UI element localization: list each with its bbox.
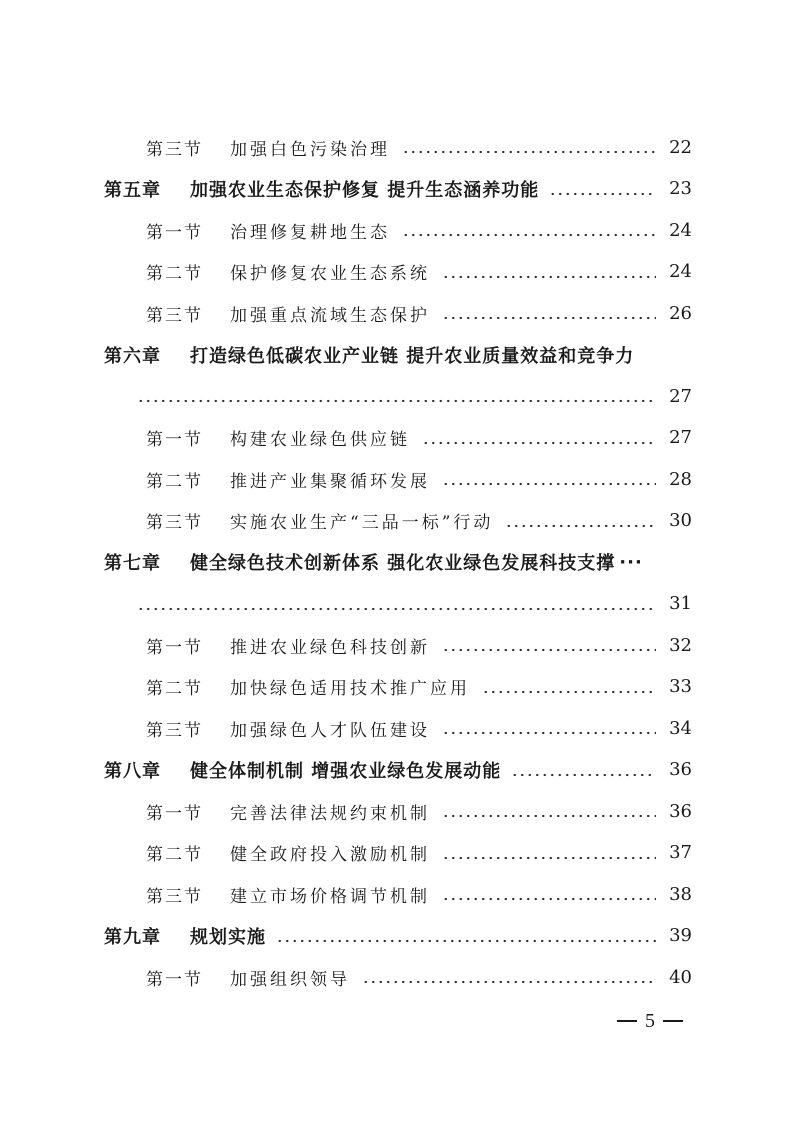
toc-chapter-number: 第九章 [104,926,161,948]
toc-dot-leader [511,773,656,777]
toc-page-number: 31 [669,593,692,614]
toc-section-number: 第二节 [146,264,203,284]
toc-section-title: 保护修复农业生态系统 [230,264,430,284]
footer-dash-left [617,1020,637,1022]
toc-section-title: 加强白色污染治理 [230,139,390,160]
toc-chapter-row [0,542,796,582]
toc-section-row [0,210,796,250]
toc-dot-leader [442,275,656,279]
toc-chapter-title: 规划实施 [190,926,266,948]
toc-page-number: 32 [669,634,692,656]
toc-section-title: 推进产业集聚循环发展 [230,471,430,492]
toc-section-number: 第三节 [146,139,203,160]
toc-page-number: 34 [669,717,692,739]
toc-section-title: 治理修复耕地生态 [230,222,390,243]
toc-page-number: 38 [669,883,692,905]
toc-section-number: 第二节 [146,471,203,492]
page-footer [590,1006,710,1036]
toc-section-number: 第一节 [146,222,203,243]
toc-section-title: 加强绿色人才队伍建设 [230,720,430,741]
toc-chapter-row [0,169,796,209]
toc-dot-leader [482,690,656,694]
toc-section-number: 第三节 [146,886,203,907]
toc-section-title: 加强重点流域生态保护 [230,305,430,326]
toc-trailing-leader: ··· [619,551,643,573]
toc-section-title: 加快绿色适用技术推广应用 [230,679,470,699]
toc-page-number: 40 [669,966,692,988]
toc-section-row [0,459,796,499]
toc-page-number: 36 [669,759,692,780]
toc-section-title: 实施农业生产“三品一标”行动 [230,513,494,533]
toc-section-row [0,418,796,458]
toc-section-row [0,708,796,748]
toc-chapter-title: 加强农业生态保护修复 提升生态涵养功能 [190,179,540,201]
toc-chapter-row [0,916,796,956]
toc-dot-leader [137,399,656,403]
toc-page-number: 24 [669,261,692,282]
toc-page-number: 39 [669,925,692,946]
toc-section-number: 第三节 [146,305,203,326]
toc-chapter-number: 第五章 [104,179,161,201]
toc-section-row [0,293,796,333]
toc-section-row [0,625,796,665]
toc-section-row [0,833,796,873]
toc-page-number: 36 [669,800,692,822]
toc-dot-leader [505,524,656,528]
toc-page-number: 33 [669,676,692,697]
toc-section-number: 第三节 [146,513,203,533]
toc-dot-leader [362,980,656,984]
toc-page-number: 28 [669,468,692,490]
toc-section-title: 建立市场价格调节机制 [230,886,430,907]
toc-section-title: 健全政府投入激励机制 [230,845,430,865]
toc-page-number: 37 [669,842,692,863]
toc-page-number: 26 [669,302,692,324]
toc-page-number: 30 [669,510,692,531]
toc-section-number: 第一节 [146,430,203,450]
toc-page-number: 22 [669,136,692,158]
toc-section-row [0,667,796,707]
toc-section-number: 第一节 [146,637,203,658]
toc-chapter-title: 健全体制机制 增强农业绿色发展动能 [190,760,502,782]
toc-page-number: 24 [669,219,692,241]
toc-chapter-number: 第六章 [104,345,161,367]
footer-dash-right [663,1020,683,1022]
toc-section-row [0,791,796,831]
toc-chapter-row [0,750,796,790]
toc-dot-leader [402,233,656,237]
toc-section-title: 加强组织领导 [230,969,350,990]
toc-continuation-row [0,376,796,416]
toc-page-number: 27 [669,385,692,407]
toc-page-number: 27 [669,427,692,448]
toc-chapter-number: 第八章 [104,760,161,782]
toc-dot-leader [137,607,656,611]
toc-chapter-title: 健全绿色技术创新体系 强化农业绿色发展科技支撑 [190,553,616,574]
toc-section-row [0,127,796,167]
toc-chapter-title: 打造绿色低碳农业产业链 提升农业质量效益和竞争力 [190,345,635,367]
toc-section-number: 第二节 [146,679,203,699]
toc-dot-leader [442,856,656,860]
toc-dot-leader [402,150,656,154]
toc-dot-leader [442,814,656,818]
toc-chapter-row [0,335,796,375]
toc-section-number: 第一节 [146,803,203,824]
toc-dot-leader [442,648,656,652]
toc-dot-leader [549,192,656,196]
toc-section-title: 完善法律法规约束机制 [230,803,430,824]
toc-dot-leader [442,897,656,901]
toc-dot-leader [442,316,656,320]
toc-section-row [0,501,796,541]
toc-section-title: 推进农业绿色科技创新 [230,637,430,658]
toc-page-number: 23 [669,178,692,199]
toc-dot-leader [442,482,656,486]
toc-section-number: 第一节 [146,969,203,990]
toc-section-title: 构建农业绿色供应链 [230,430,410,450]
page-number: 5 [645,1009,655,1032]
toc-section-number: 第三节 [146,720,203,741]
toc-continuation-row [0,584,796,624]
toc-dot-leader [422,441,656,445]
toc-section-row [0,252,796,292]
toc-dot-leader [442,731,656,735]
toc-section-row [0,874,796,914]
toc-dot-leader [276,939,656,943]
toc-section-number: 第二节 [146,845,203,865]
toc-section-row [0,957,796,997]
toc-chapter-number: 第七章 [104,553,161,574]
